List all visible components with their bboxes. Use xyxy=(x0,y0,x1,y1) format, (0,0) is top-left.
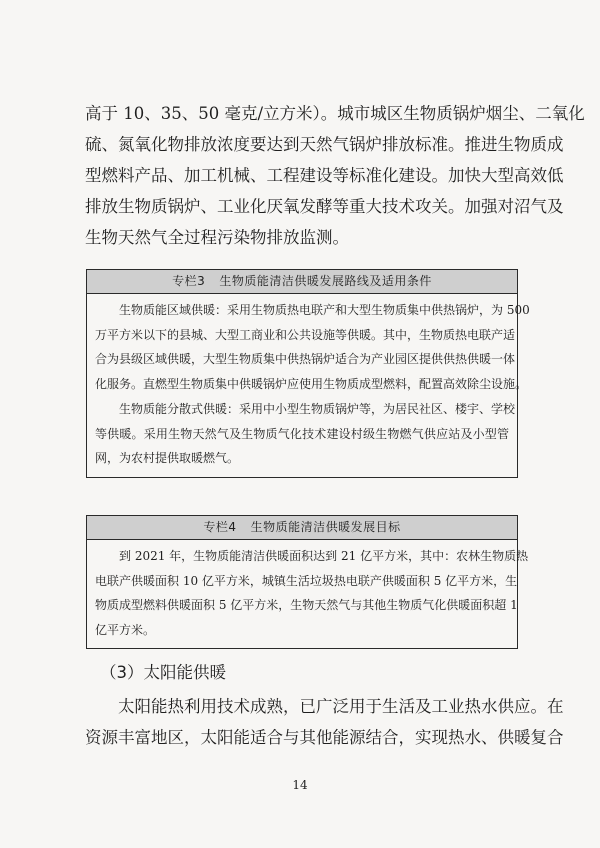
box-label: 专栏4 xyxy=(203,520,237,534)
solar-paragraph xyxy=(85,691,564,753)
box-label: 专栏3 xyxy=(172,274,206,288)
text-line: 生物质能分散式供暖：采用中小型生物质锅炉等，为居民社区、楼宇、学校 xyxy=(119,402,516,416)
page-number: 14 xyxy=(292,778,308,792)
text-line: 化服务。直燃型生物质集中供暖锅炉应使用生物质成型燃料，配置高效除尘设施。 xyxy=(95,376,528,391)
box-heading: 生物质能清洁供暖发展路线及适用条件 xyxy=(219,274,432,288)
box-title xyxy=(87,270,517,294)
text-line: 到 2021 年，生物质能清洁供暖面积达到 21 亿平方米，其中：农林生物质热 xyxy=(119,549,529,563)
text-line: 型燃料产品、加工机械、工程建设等标准化建设。加快大型高效低 xyxy=(85,166,564,185)
text-line: 合为县级区域供暖，大型生物质集中供热锅炉适合为产业园区提供供热供暖一体 xyxy=(95,352,516,366)
text-line: 网，为农村提供取暖燃气。 xyxy=(95,451,240,465)
column-box-4 xyxy=(86,515,529,649)
box-body xyxy=(87,294,530,477)
text-line: 生物天然气全过程污染物排放监测。 xyxy=(85,228,349,247)
section-heading: （3）太阳能供暖 xyxy=(100,663,226,682)
intro-paragraph xyxy=(85,98,585,253)
text-line: 高于 10、35、50 毫克/立方米）。城市城区生物质锅炉烟尘、二氧化 xyxy=(85,104,585,123)
box-heading: 生物质能清洁供暖发展目标 xyxy=(250,520,401,534)
text-line: 排放生物质锅炉、工业化厌氧发酵等重大技术攻关。加强对沼气及 xyxy=(85,197,564,216)
text-line: 亿平方米。 xyxy=(95,622,156,637)
text-line: 等供暖。采用生物天然气及生物质气化技术建设村级生物燃气供应站及小型管 xyxy=(95,426,509,441)
text-line: 资源丰富地区，太阳能适合与其他能源结合，实现热水、供暖复合 xyxy=(85,728,564,747)
text-line: 硫、氮氧化物排放浓度要达到天然气锅炉排放标准。推进生物质成 xyxy=(85,135,564,154)
text-line: 物质成型燃料供暖面积 5 亿平方米，生物天然气与其他生物质气化供暖面积超 1 xyxy=(95,598,518,612)
text-line: 太阳能热利用技术成熟，已广泛用于生活及工业热水供应。在 xyxy=(118,697,564,716)
column-box-3 xyxy=(86,269,530,478)
text-line: 万平方米以下的县城、大型工商业和公共设施等供暖。其中，生物质热电联产适 xyxy=(95,327,516,342)
box-title xyxy=(87,516,517,540)
box-body xyxy=(87,540,529,648)
text-line: 生物质能区域供暖：采用生物质热电联产和大型生物质集中供热锅炉，为 500 xyxy=(119,303,530,317)
text-line: 电联产供暖面积 10 亿平方米，城镇生活垃圾热电联产供暖面积 5 亿平方米，生 xyxy=(95,573,518,588)
